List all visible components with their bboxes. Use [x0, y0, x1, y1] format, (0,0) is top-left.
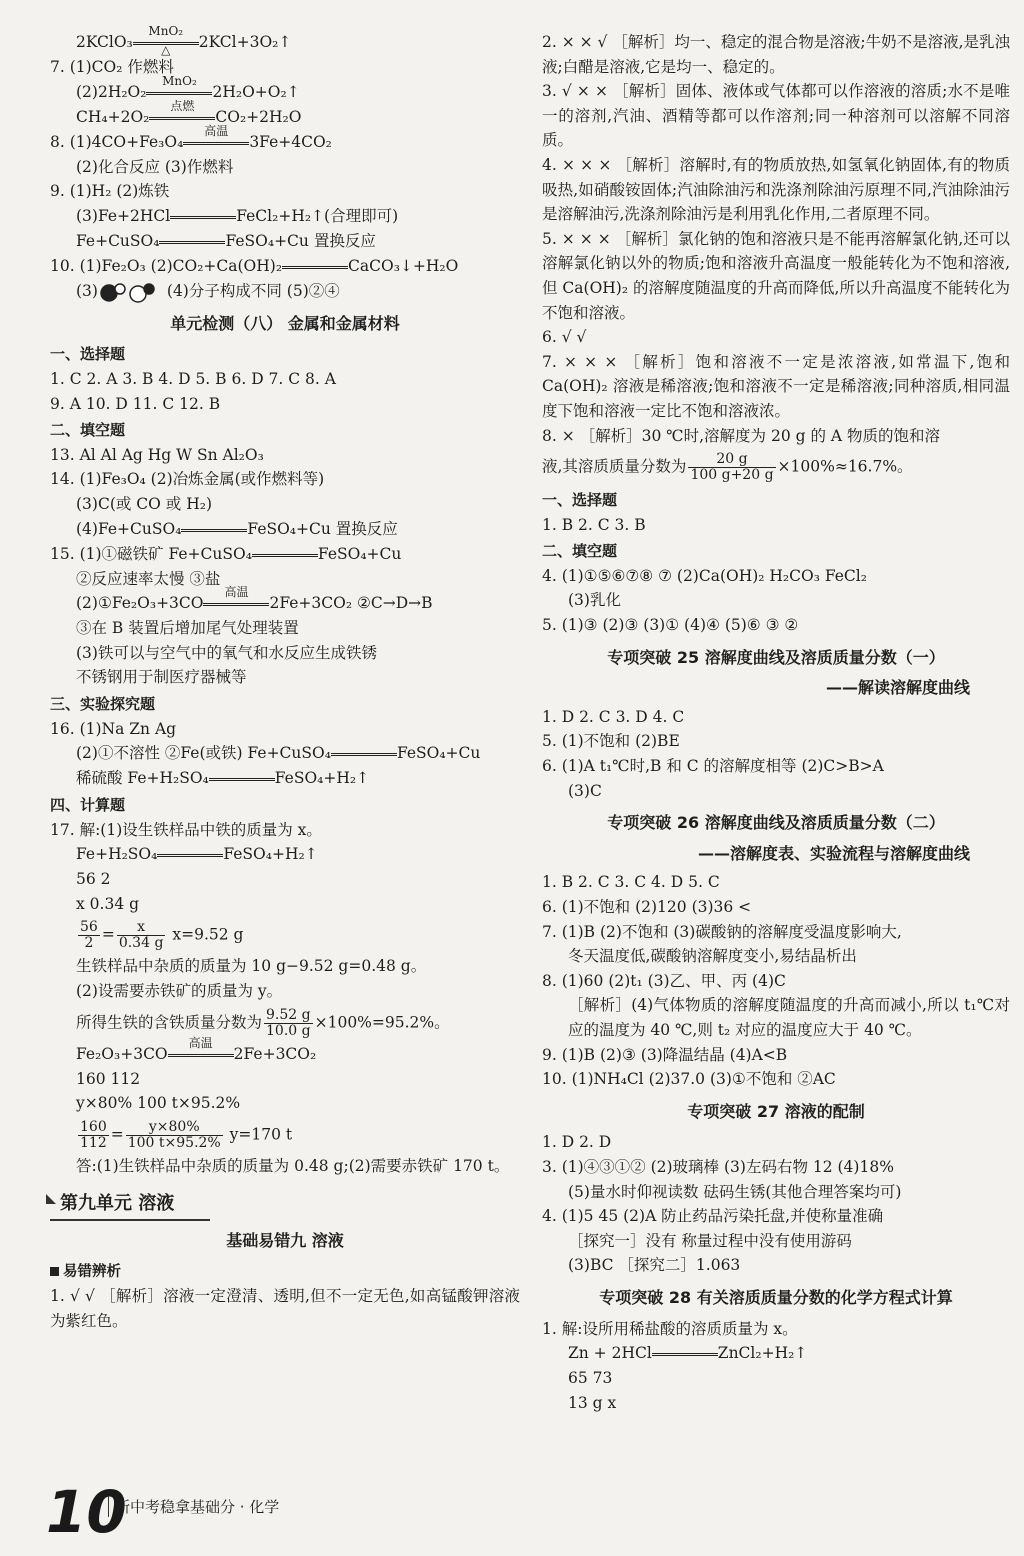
answer-line: 3. (1)④③①② (2)玻璃棒 (3)左码右物 12 (4)18%	[542, 1157, 894, 1176]
equation-reactants: (2)①Fe₂O₃+3CO	[76, 594, 204, 613]
reaction-arrow	[133, 24, 199, 57]
answer-line: 14. (1)Fe₃O₄ (2)冶炼金属(或作燃料等)	[50, 470, 325, 489]
answer-line: 不锈钢用于制医疗器械等	[76, 668, 247, 687]
equation-reactants: (4)Fe+CuSO₄	[76, 519, 182, 538]
equation-products: CO₂+2H₂O	[215, 107, 302, 126]
molecule-line	[50, 279, 520, 304]
section-title: 专项突破 28 有关溶质质量分数的化学方程式计算	[599, 1287, 953, 1307]
fraction-numerator: x	[117, 920, 166, 936]
answer-paragraph: 5. × × × ［解析］氯化钠的饱和溶液只是不能再溶解氯化钠,还可以溶解氯化钠以外的物质;饱和溶液升高温度一般能转化为不饱和溶液,但 Ca(OH)₂ 的溶解度随温度的升高而降低,所以升高温度不能转化为不饱和溶液。	[542, 229, 1010, 322]
answer-line: 8. × ［解析］30 ℃时,溶解度为 20 g 的 A 物质的饱和溶	[542, 426, 941, 445]
answer-line: 7. (1)B (2)不饱和 (3)碳酸钠的溶解度受温度影响大,	[542, 922, 902, 941]
arrow-line	[331, 753, 397, 756]
reaction-arrow	[331, 742, 397, 766]
section-title: 专项突破 27 溶液的配制	[687, 1101, 865, 1121]
fraction-numerator: 160	[80, 1118, 107, 1135]
answer-line: 65 73	[568, 1369, 613, 1388]
proportion-result: x=9.52 g	[167, 925, 244, 944]
equation-reactants: Fe+H₂SO₄	[76, 845, 158, 864]
equation-reactants: Fe₂O₃+3CO	[76, 1044, 168, 1063]
equation-products: FeSO₄+Cu 置换反应	[225, 231, 376, 250]
reaction-arrow	[203, 585, 269, 616]
equation-reactants: (2)2H₂O₂	[76, 82, 147, 101]
arrow-line	[146, 92, 212, 95]
section-subtitle: ——溶解度表、实验流程与溶解度曲线	[697, 843, 970, 863]
arrow-line	[209, 778, 275, 781]
answer-line: (3)铁可以与空气中的氧气和水反应生成铁锈	[76, 643, 377, 662]
arrow-line	[170, 216, 236, 219]
equation-line	[50, 842, 520, 867]
equation-line	[50, 98, 520, 130]
section-title: 专项突破 25 溶解度曲线及溶质质量分数（一）	[607, 647, 945, 667]
fraction-numerator: 56	[80, 919, 98, 936]
page-number: 10	[46, 1478, 127, 1546]
reaction-condition: 点燃	[170, 98, 195, 113]
section-title: 专项突破 26 溶解度曲线及溶质质量分数（二）	[607, 813, 945, 833]
answer-line: ②反应速率太慢 ③盐	[76, 569, 221, 588]
answer-line: 4. (1)5 45 (2)A 防止药品污染托盘,并使称量准确	[542, 1207, 884, 1226]
question-type-heading: 一、选择题	[542, 491, 618, 510]
equals-sign: =	[110, 1125, 124, 1144]
question-type-heading: 三、实验探究题	[50, 694, 156, 713]
answer-paragraph: ［解析］(4)气体物质的溶解度随温度的升高而减小,所以 t₁℃对应的温度为 40 ℃,则 t₂ 对应的温度应大于 40 ℃。	[568, 996, 1010, 1039]
equation-reactants: (3)Fe+2HCl	[76, 206, 171, 225]
answer-line: 8. (1)60 (2)t₁ (3)乙、甲、丙 (4)C	[542, 971, 786, 990]
answer-line: 16. (1)Na Zn Ag	[50, 719, 177, 738]
reaction-condition: 高温	[188, 1035, 213, 1050]
equation-line	[50, 123, 520, 155]
subsection-heading: 易错辨析	[50, 1260, 520, 1285]
reaction-arrow	[157, 843, 223, 867]
section-title: 基础易错九 溶液	[226, 1231, 344, 1251]
proportion-result: y=170 t	[224, 1125, 293, 1144]
fraction-denominator: 112	[80, 1134, 107, 1151]
question-type-heading: 一、选择题	[50, 345, 126, 364]
section-title: 单元检测（八） 金属和金属材料	[170, 313, 400, 333]
answer-line: y×80% 100 t×95.2%	[76, 1094, 241, 1113]
section-subtitle: ——解读溶解度曲线	[825, 678, 970, 698]
answer-paragraph: 4. × × × ［解析］溶解时,有的物质放热,如氢氧化钠固体,有的物质吸热,如硝酸铵固体;汽油除油污和洗涤剂除油污原理不同,汽油除油污是溶解油污,洗涤剂除油污是利用乳化作用,二者原理不同。	[542, 155, 1010, 224]
answer-line: 17. 解:(1)设生铁样品中铁的质量为 x。	[50, 820, 322, 839]
equation-line	[50, 24, 520, 57]
equation-line	[50, 254, 520, 279]
reaction-arrow	[652, 1342, 718, 1366]
fraction	[264, 1008, 313, 1039]
equation-products: ZnCl₂+H₂↑	[717, 1344, 808, 1363]
fraction	[117, 920, 166, 951]
equation-products: CaCO₃↓+H₂O	[348, 256, 459, 275]
equation-reactants: Fe+CuSO₄	[76, 231, 160, 250]
right-column	[542, 30, 1010, 1415]
arrow-line	[652, 1353, 718, 1356]
arrow-line	[183, 142, 249, 145]
reaction-condition: MnO₂	[148, 24, 184, 38]
reaction-condition: 高温	[204, 123, 229, 138]
equation-products: FeSO₄+Cu	[317, 544, 402, 563]
equation-products: 2H₂O+O₂↑	[212, 82, 300, 101]
answer-line: (5)量水时仰视读数 砝码生锈(其他合理答案均可)	[568, 1182, 902, 1201]
answer-line: 1. C 2. A 3. B 4. D 5. B 6. D 7. C 8. A	[50, 369, 336, 388]
fraction-numerator: y×80%	[126, 1120, 223, 1136]
fraction-numerator: 9.52 g	[266, 1006, 311, 1023]
footer-title: 新中考稳拿基础分 · 化学	[108, 1496, 279, 1517]
answer-line: (3)C	[568, 781, 602, 800]
reaction-arrow	[168, 1035, 234, 1067]
equation-line	[50, 585, 520, 616]
equation-products: 2Fe+3CO₂ ②C→D→B	[269, 594, 433, 613]
reaction-arrow	[170, 205, 236, 229]
equation-line	[50, 204, 520, 229]
arrow-line	[203, 603, 269, 606]
answer-line: ［探究一］没有 称量过程中没有使用游码	[568, 1231, 852, 1250]
reaction-arrow	[159, 230, 225, 254]
equation-reactants: (2)①不溶性 ②Fe(或铁) Fe+CuSO₄	[76, 744, 331, 763]
arrow-line	[252, 554, 318, 557]
proportion-line	[50, 1116, 520, 1154]
unit-heading: 第九单元 溶液	[50, 1192, 210, 1221]
arrow-line	[168, 1054, 234, 1057]
equation-line	[50, 1035, 520, 1067]
answer-line: 答:(1)生铁样品中杂质的质量为 0.48 g;(2)需要赤铁矿 170 t。	[76, 1156, 510, 1175]
fraction	[78, 1120, 109, 1151]
answer-paragraph: 2. × × √ ［解析］均一、稳定的混合物是溶液;牛奶不是溶液,是乳浊液;白醋是溶液,它是均一、稳定的。	[542, 33, 1010, 76]
left-column	[50, 24, 520, 1333]
answer-line: 5. (1)③ (2)③ (3)① (4)④ (5)⑥ ③ ②	[542, 616, 799, 635]
fraction-suffix: ×100%≈16.7%。	[777, 457, 913, 476]
equals-sign: =	[101, 925, 115, 944]
arrow-line	[181, 529, 247, 532]
answer-line: 13. Al Al Ag Hg W Sn Al₂O₃	[50, 445, 264, 464]
equation-reactants: 2KClO₃	[76, 33, 133, 51]
answer-line: 6. (1)不饱和 (2)120 (3)36 <	[542, 898, 752, 916]
fraction-denominator: 100 t×95.2%	[127, 1134, 221, 1151]
fraction	[126, 1120, 223, 1151]
question-type-heading: 四、计算题	[50, 796, 126, 815]
equation-products: 2Fe+3CO₂	[233, 1044, 317, 1063]
reaction-condition-below: △	[161, 43, 171, 57]
equation-products: FeCl₂+H₂↑(合理即可)	[236, 206, 399, 225]
fraction-numerator: 20 g	[688, 452, 775, 468]
arrow-line	[149, 117, 215, 120]
reaction-arrow	[252, 543, 318, 567]
fraction-denominator: 2	[84, 935, 94, 952]
reaction-arrow	[209, 767, 275, 791]
equation-reactants: 15. (1)①磁铁矿 Fe+CuSO₄	[50, 544, 252, 563]
reaction-condition: 高温	[224, 585, 249, 600]
answer-line: 1. B 2. C 3. C 4. D 5. C	[542, 873, 720, 892]
arrow-line	[159, 241, 225, 244]
equation-reactants: 稀硫酸 Fe+H₂SO₄	[76, 769, 209, 788]
answer-line: 1. B 2. C 3. B	[542, 515, 646, 534]
fraction-line	[542, 448, 1010, 486]
equation-line	[50, 542, 520, 567]
fraction-prefix: 所得生铁的含铁质量分数为	[76, 1013, 263, 1032]
equation-reactants: CH₄+2O₂	[76, 107, 150, 126]
answer-line: (3)BC ［探究二］1.063	[568, 1256, 741, 1275]
answer-line: 9. A 10. D 11. C 12. B	[50, 394, 221, 413]
fraction-denominator: 100 g+20 g	[690, 467, 774, 484]
answer-line: 1. D 2. D	[542, 1133, 612, 1152]
answer-line: (2)化合反应 (3)作燃料	[76, 157, 234, 176]
reaction-arrow	[183, 123, 249, 155]
answer-line: 7. (1)CO₂ 作燃料	[50, 58, 174, 76]
equation-reactants: 10. (1)Fe₂O₃ (2)CO₂+Ca(OH)₂	[50, 256, 283, 275]
answer-line: (2)设需要赤铁矿的质量为 y。	[76, 982, 283, 1001]
equation-line	[542, 1341, 1010, 1366]
molecule-prefix: (3)	[76, 281, 98, 300]
answer-line: 5. (1)不饱和 (2)BE	[542, 732, 680, 751]
fraction-denominator: 10.0 g	[266, 1022, 311, 1039]
answer-line: 冬天温度低,碳酸钠溶解度变小,易结晶析出	[568, 947, 857, 966]
reaction-arrow	[282, 255, 348, 279]
fraction-suffix: ×100%=95.2%。	[314, 1013, 450, 1032]
molecule-diagram-icon	[100, 280, 160, 304]
equation-products: FeSO₄+Cu	[396, 744, 481, 763]
answer-line: 56 2	[76, 870, 111, 889]
answer-line: (3)C(或 CO 或 H₂)	[76, 494, 212, 513]
fraction-prefix: 液,其溶质质量分数为	[542, 457, 687, 476]
answer-line: (3)乳化	[568, 591, 621, 610]
answer-line: 13 g x	[568, 1393, 617, 1412]
equation-line	[50, 766, 520, 791]
answer-line: 6. √ √	[542, 328, 587, 347]
question-type-heading: 二、填空题	[50, 421, 126, 440]
answer-line: 9. (1)H₂ (2)炼铁	[50, 182, 170, 201]
arrow-line	[157, 854, 223, 857]
answer-line: 1. 解:设所用稀盐酸的溶质质量为 x。	[542, 1319, 798, 1338]
answer-line: 1. D 2. C 3. D 4. C	[542, 707, 685, 726]
answer-line: ③在 B 装置后增加尾气处理装置	[76, 619, 299, 638]
fraction	[78, 920, 100, 951]
equation-reactants: 8. (1)4CO+Fe₃O₄	[50, 132, 184, 151]
answer-line: 4. (1)①⑤⑥⑦⑧ ⑦ (2)Ca(OH)₂ H₂CO₃ FeCl₂	[542, 566, 867, 585]
equation-products: 2KCl+3O₂↑	[198, 33, 292, 51]
equation-line	[50, 517, 520, 542]
answer-line: 10. (1)NH₄Cl (2)37.0 (3)①不饱和 ②AC	[542, 1070, 836, 1089]
fraction	[688, 452, 775, 483]
question-type-heading: 二、填空题	[542, 542, 618, 561]
reaction-arrow	[181, 518, 247, 542]
reaction-condition: MnO₂	[162, 73, 197, 88]
fraction-line	[50, 1004, 520, 1042]
equation-line	[50, 229, 520, 254]
answer-line: 160 112	[76, 1069, 141, 1088]
equation-products: FeSO₄+H₂↑	[223, 845, 318, 864]
fraction-denominator: 0.34 g	[118, 935, 164, 952]
answer-line: x 0.34 g	[76, 894, 140, 913]
equation-line	[50, 741, 520, 766]
equation-products: 3Fe+4CO₂	[249, 132, 332, 151]
answer-line: 生铁样品中杂质的质量为 10 g−9.52 g=0.48 g。	[76, 957, 427, 976]
answer-paragraph: 3. √ × × ［解析］固体、液体或气体都可以作溶液的溶质;水不是唯一的溶剂,汽油、酒精等都可以作溶剂;同一种溶剂可以溶解不同溶质。	[542, 82, 1010, 150]
answer-paragraph: 7. × × × ［解析］饱和溶液不一定是浓溶液,如常温下,饱和 Ca(OH)₂ 溶液是稀溶液;饱和溶液不一定是稀溶液;同种溶质,相同温度下饱和溶液一定比不饱和溶液浓。	[542, 352, 1010, 420]
equation-products: FeSO₄+H₂↑	[274, 769, 370, 788]
arrow-line	[282, 266, 348, 269]
answer-paragraph: 1. √ √ ［解析］溶液一定澄清、透明,但不一定无色,如高锰酸钾溶液为紫红色。	[50, 1287, 520, 1330]
equation-line	[50, 73, 520, 105]
answer-line: 9. (1)B (2)③ (3)降温结晶 (4)A<B	[542, 1045, 788, 1064]
proportion-line	[50, 916, 520, 954]
equation-products: FeSO₄+Cu 置换反应	[247, 519, 398, 538]
answer-line: 6. (1)A t₁℃时,B 和 C 的溶解度相等 (2)C>B>A	[542, 757, 884, 776]
molecule-suffix: (4)分子构成不同 (5)②④	[161, 281, 340, 300]
equation-reactants: Zn + 2HCl	[568, 1344, 652, 1363]
